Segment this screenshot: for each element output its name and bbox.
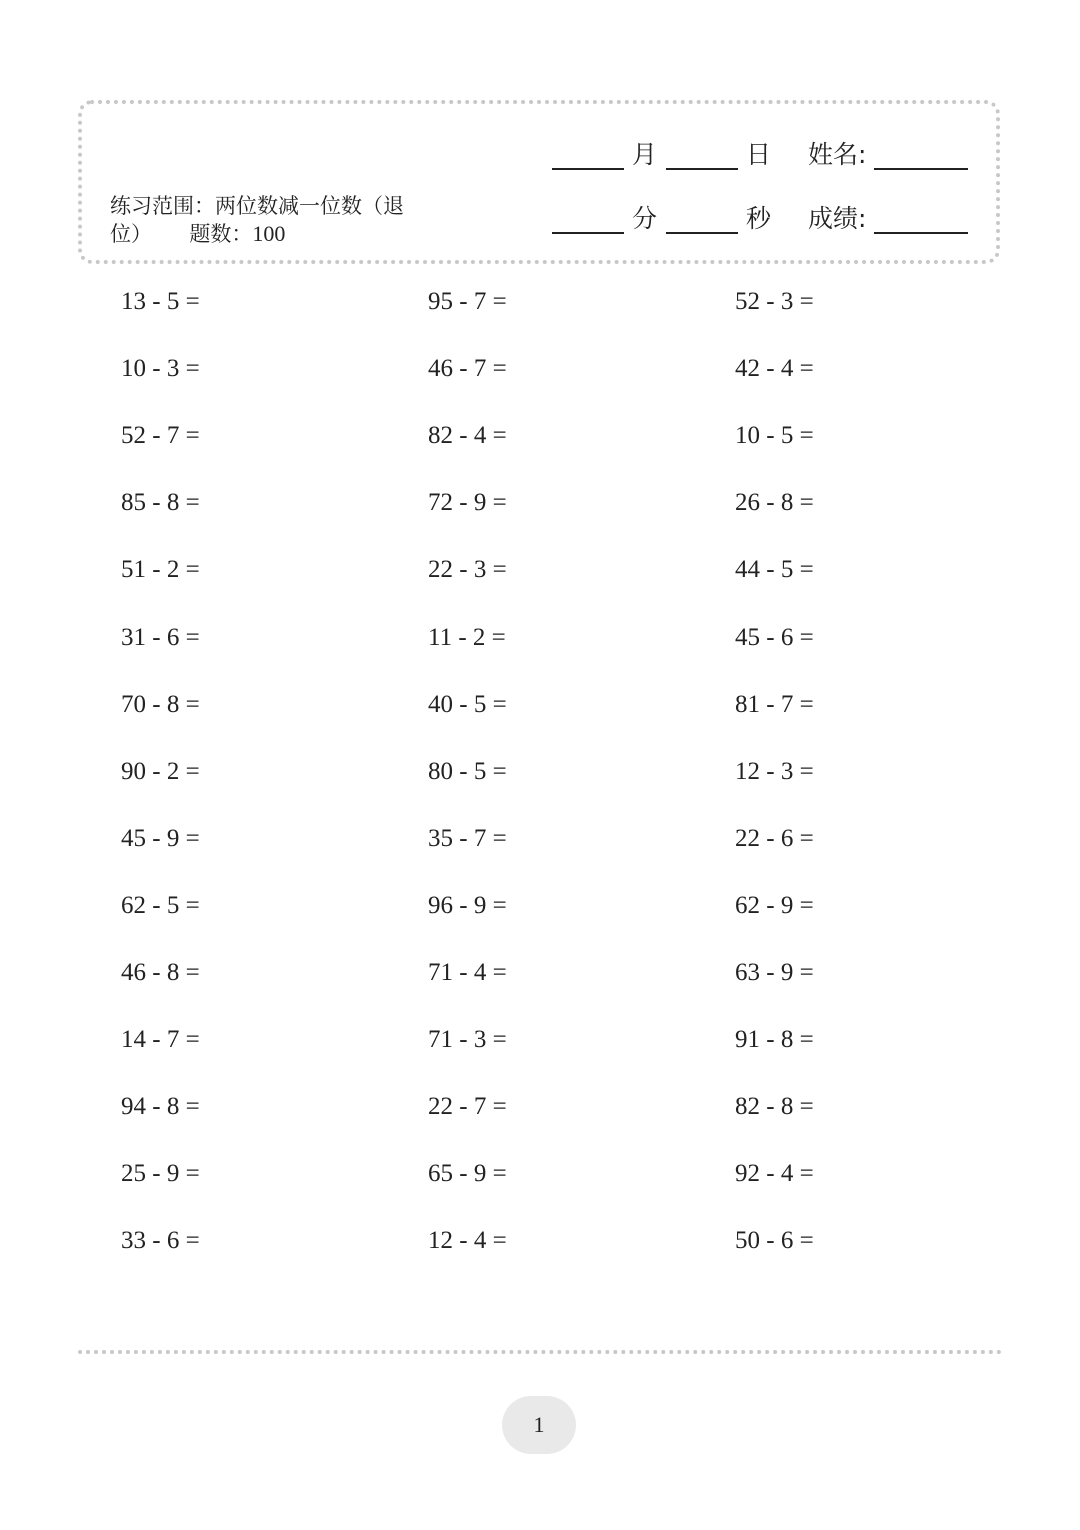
problem-item: 46 - 7 = — [428, 355, 507, 382]
problem-item: 94 - 8 = — [121, 1093, 200, 1120]
problem-item: 45 - 9 = — [121, 825, 200, 852]
problem-item: 95 - 7 = — [428, 288, 507, 315]
problem-item: 10 - 5 = — [735, 422, 814, 449]
footer-divider — [78, 1350, 1002, 1354]
second-label: 秒 — [746, 204, 772, 233]
problem-item: 22 - 3 = — [428, 556, 507, 583]
problem-item: 62 - 5 = — [121, 892, 200, 919]
problem-item: 22 - 6 = — [735, 825, 814, 852]
problem-item: 14 - 7 = — [121, 1026, 200, 1053]
problem-item: 81 - 7 = — [735, 691, 814, 718]
problem-item: 13 - 5 = — [121, 288, 200, 315]
problem-item: 12 - 4 = — [428, 1227, 507, 1254]
problem-item: 71 - 3 = — [428, 1026, 507, 1053]
problem-item: 90 - 2 = — [121, 758, 200, 785]
problem-item: 11 - 2 = — [428, 624, 506, 651]
problem-item: 80 - 5 = — [428, 758, 507, 785]
score-label: 成绩: — [808, 204, 867, 233]
problem-item: 10 - 3 = — [121, 355, 200, 382]
page-number: 1 — [502, 1396, 576, 1454]
problem-item: 44 - 5 = — [735, 556, 814, 583]
problem-item: 22 - 7 = — [428, 1093, 507, 1120]
problem-item: 50 - 6 = — [735, 1227, 814, 1254]
minute-label: 分 — [632, 204, 658, 233]
problem-item: 31 - 6 = — [121, 624, 200, 651]
month-label: 月 — [632, 140, 658, 169]
problem-item: 35 - 7 = — [428, 825, 507, 852]
problem-item: 40 - 5 = — [428, 691, 507, 718]
name-label: 姓名: — [808, 140, 867, 169]
problem-item: 82 - 4 = — [428, 422, 507, 449]
problem-item: 91 - 8 = — [735, 1026, 814, 1053]
problem-item: 71 - 4 = — [428, 959, 507, 986]
problem-item: 65 - 9 = — [428, 1160, 507, 1187]
problem-item: 52 - 3 = — [735, 288, 814, 315]
problem-item: 26 - 8 = — [735, 489, 814, 516]
scope-text: 练习范围：两位数减一位数（退位） — [110, 194, 404, 246]
problem-item: 33 - 6 = — [121, 1227, 200, 1254]
question-count-value: 100 — [252, 221, 286, 246]
problem-item: 52 - 7 = — [121, 422, 200, 449]
problem-item: 62 - 9 = — [735, 892, 814, 919]
problem-item: 25 - 9 = — [121, 1160, 200, 1187]
question-count-label: 题数： — [189, 222, 253, 246]
problem-item: 82 - 8 = — [735, 1093, 814, 1120]
problem-item: 92 - 4 = — [735, 1160, 814, 1187]
problem-item: 85 - 8 = — [121, 489, 200, 516]
problem-item: 63 - 9 = — [735, 959, 814, 986]
problem-item: 51 - 2 = — [121, 556, 200, 583]
problem-item: 96 - 9 = — [428, 892, 507, 919]
problem-item: 70 - 8 = — [121, 691, 200, 718]
day-label: 日 — [746, 140, 772, 169]
problem-item: 12 - 3 = — [735, 758, 814, 785]
problem-item: 42 - 4 = — [735, 355, 814, 382]
problem-item: 45 - 6 = — [735, 624, 814, 651]
problem-item: 46 - 8 = — [121, 959, 200, 986]
problem-item: 72 - 9 = — [428, 489, 507, 516]
